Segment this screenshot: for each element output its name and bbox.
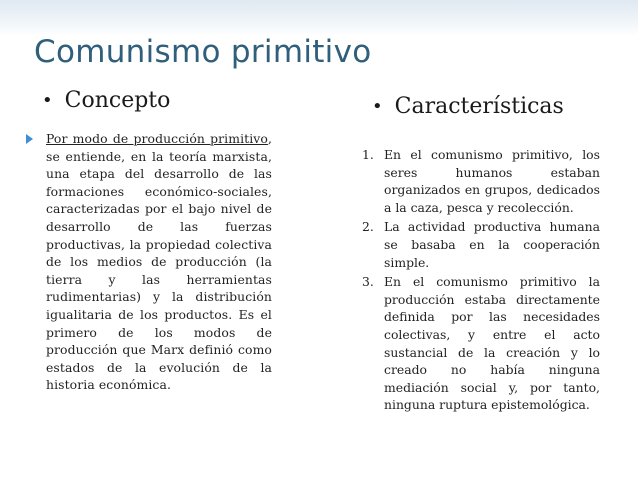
concepto-heading <box>42 88 170 113</box>
list-item-number: 1. <box>362 147 374 162</box>
list-item-text: En el comunismo primitivo, los seres humanos estaban organizados en grupos, dedicados a la caza, pesca y recolección. <box>384 147 600 215</box>
list-item-text: En el comunismo primitivo la producción estaba directamente definida por las necesidades colectivas, y entre el acto sustancial de la creación y lo creado no había ninguna mediación social y, por tanto, ninguna ruptura epistemológica. <box>384 274 600 413</box>
triangle-bullet-icon <box>26 134 33 144</box>
bullet-dot-icon: • <box>42 90 53 111</box>
concepto-column <box>26 130 272 394</box>
list-item <box>362 273 600 414</box>
concepto-body: , se entiende, en la teoría marxista, una etapa del desarrollo de las formaciones económico-sociales, caracterizadas por el bajo nivel de desarrollo de las fuerzas productivas, la propiedad colectiva de los medios de producción (la tierra y las herramientas rudimentarias) y la distribución igualitaria de los productos. Es el primero de los modos de producción que Marx definió como estados de la evolución de la historia económica. <box>46 131 272 393</box>
slide-title: Comunismo primitivo <box>34 34 372 70</box>
caracteristicas-list <box>362 146 600 414</box>
concepto-heading-label: Concepto <box>64 88 171 113</box>
caracteristicas-heading-label: Características <box>394 94 564 119</box>
underlined-term: Por modo de producción primitivo <box>46 131 268 146</box>
list-item-number: 2. <box>362 219 374 235</box>
caracteristicas-heading <box>372 94 564 119</box>
bullet-dot-icon: • <box>372 96 383 117</box>
list-item <box>362 146 600 216</box>
concepto-paragraph <box>46 130 272 394</box>
list-item <box>362 218 600 271</box>
list-item-text: La actividad productiva humana se basaba en la cooperación simple. <box>384 219 600 270</box>
header-band <box>0 0 638 36</box>
list-item-number: 3. <box>362 274 374 290</box>
